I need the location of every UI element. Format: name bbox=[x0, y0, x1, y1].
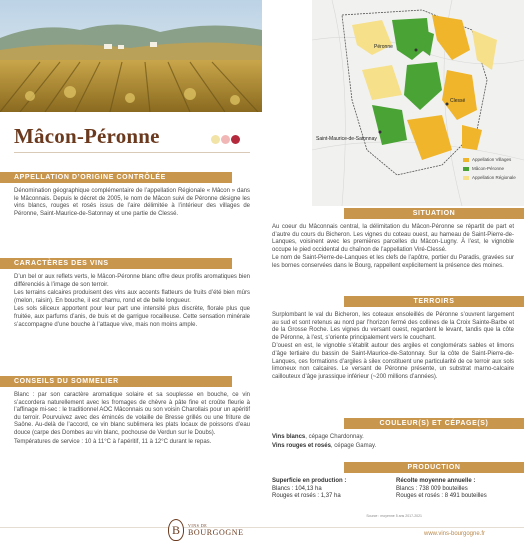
appellation-text: Dénomination géographique complémentaire de l’appellation Régionale « Mâcon » dans le Mâconnais. Depuis le décret de 2005, le nom de Mâcon suivi de Péronne désigne les vins blancs, rouges et rosés issus de l’aire délimitée à l’intérieur des villages de Péronne, Saint-Maurice-de-Satonnay et une partie de Clessé. bbox=[14, 188, 250, 217]
legend-item: Appellation Régionale bbox=[463, 173, 516, 182]
production-grid bbox=[272, 478, 514, 501]
couleurs-text: Vins blancs, cépage Chardonnay. Vins rouges et rosés, cépage Gamay. bbox=[272, 434, 377, 449]
legend-item: Mâcon-Péronne bbox=[463, 164, 516, 173]
bourgogne-b-icon: B bbox=[168, 519, 184, 541]
section-header-terroirs: TERROIRS bbox=[344, 296, 524, 307]
map-label-saint-maurice: Saint-Maurice-de-Satonnay bbox=[316, 136, 377, 142]
section-header-couleurs: COULEUR(S) ET CÉPAGE(S) bbox=[344, 418, 524, 429]
situation-text: Au coeur du Mâconnais central, la délimitation du Mâcon-Péronne se répartit de part et d’autre du cours du Bicheron. Les vignes du coteau ouest, au hameau de Saint-Pierre-de-Lanques, voisinent avec les premières parcelles du Mâcon-Lugny. À l’est, le vignoble occupe le pied occidental du chaînon de l’appellation Viré-Clessé. Le nom de Saint-Pierre-de-Lanques et les clefs de l’apôtre, portier du Paradis, gravées sur les bornes conservées dans le Bourg, rappellent explicitement la présence des moines. bbox=[272, 224, 514, 269]
red-wine-dot bbox=[231, 135, 240, 144]
page-title: Mâcon-Péronne bbox=[14, 124, 160, 148]
wine-color-indicators bbox=[211, 135, 240, 144]
production-surface: Superficie en production : Blancs : 104,13 ha Rouges et rosés : 1,37 ha bbox=[272, 478, 347, 500]
white-wine-dot bbox=[211, 135, 220, 144]
section-header-sommelier: CONSEILS DU SOMMELIER bbox=[0, 376, 232, 387]
sommelier-text: Blanc : par son caractère aromatique solaire et sa souplesse en bouche, ce vin s’accordera naturellement avec les fromages de chèvre à pâte fine et croûte fleurie à l’affinage mi-sec : le traditionnel AOC Mâconnais ou son voisin Charollais pour un apéritif du terroir. Pourvuivez avec des émincés de volaille de Bresse grillés ou une friture de Saône. Au-delà de l’accord, ce vin blanc sublimera les plats locaux de poissons d’eau douce (carpe des Dombes au vin blanc, pochouse de Verdun sur le Doubs). Températures de service : 10 à 11°C à l’apéritif, 11 à 12°C durant le repas. bbox=[14, 392, 250, 445]
logo-wordmark: VINS DE BOURGOGNE bbox=[188, 523, 244, 537]
map-label-clesse: Clessé bbox=[450, 98, 466, 104]
legend-swatch-macon-peronne bbox=[463, 167, 469, 171]
section-header-caracteres: CARACTÈRES DES VINS bbox=[0, 258, 232, 269]
section-header-situation: SITUATION bbox=[344, 208, 524, 219]
vineyard-photo bbox=[0, 0, 262, 112]
title-divider bbox=[14, 152, 250, 153]
website-link[interactable]: www.vins-bourgogne.fr bbox=[424, 531, 486, 537]
terroirs-text: Surplombant le val du Bicheron, les coteaux ensoleillés de Péronne s’ouvrent largement au sud et sont retenus au nord par l’horizon fermé des collines de la Croix Sainte-Barbe et de la Grosse Roche. Les vignes du versant ouest, regardent le levant, tandis que la côte de Péronne, à l’est, s’oriente principalement vers le couchant. D’ouest en est, le vignoble s’établit autour des argiles et conglomérats sables et limons d’âge tertiaire du bassin de Saint-Maurice-de-Satonnay. Sur la côte de Saint-Pierre-de-Lanques, ces formations d’argiles à silex constituent une particularité de ce terroir aux sols limoneux non calcaires. Le versant de Péronne présente, un substrat marno-calcaire caillouteux d’âge jurassique inférieur (~200 millions d’années). bbox=[272, 312, 514, 380]
vins-de-bourgogne-logo bbox=[168, 519, 244, 541]
section-header-production: PRODUCTION bbox=[344, 462, 524, 473]
appellation-map bbox=[312, 0, 524, 206]
production-source: Source : moyenne 5 ans 2017-2021 bbox=[366, 514, 422, 518]
section-header-appellation: APPELLATION D’ORIGINE CONTRÔLÉE bbox=[0, 172, 232, 183]
legend-item: Appellation Villages bbox=[463, 155, 516, 164]
rose-wine-dot bbox=[221, 135, 230, 144]
right-column bbox=[262, 0, 524, 550]
legend-swatch-regionale bbox=[463, 176, 469, 180]
production-recolte: Récolte moyenne annuelle : Blancs : 738 009 bouteilles Rouges et rosés : 8 491 bouteilles bbox=[396, 478, 487, 500]
map-label-peronne: Péronne bbox=[374, 44, 393, 50]
legend-swatch-villages bbox=[463, 158, 469, 162]
footer-divider bbox=[0, 527, 524, 528]
map-legend bbox=[463, 155, 516, 182]
caracteres-text: D’un bel or aux reflets verts, le Mâcon-Péronne blanc offre deux profils aromatiques bien différenciés à l’image de son terroir. Les terrains calcaires produisent des vins aux accents flatteurs de fruits d’été bien mûrs (melon, raisin). En bouche, il est charnu, rond et de belle longueur. Les sols siliceux apportent pour leur part une intensité plus discrète, florale plus que fruitée, aux parfums d’anis, de buis et de garrigue rocailleuse. Cette sensation minérale s’accompagne d’une bouche à l’attaque vive, mais non moins ample. bbox=[14, 274, 250, 328]
